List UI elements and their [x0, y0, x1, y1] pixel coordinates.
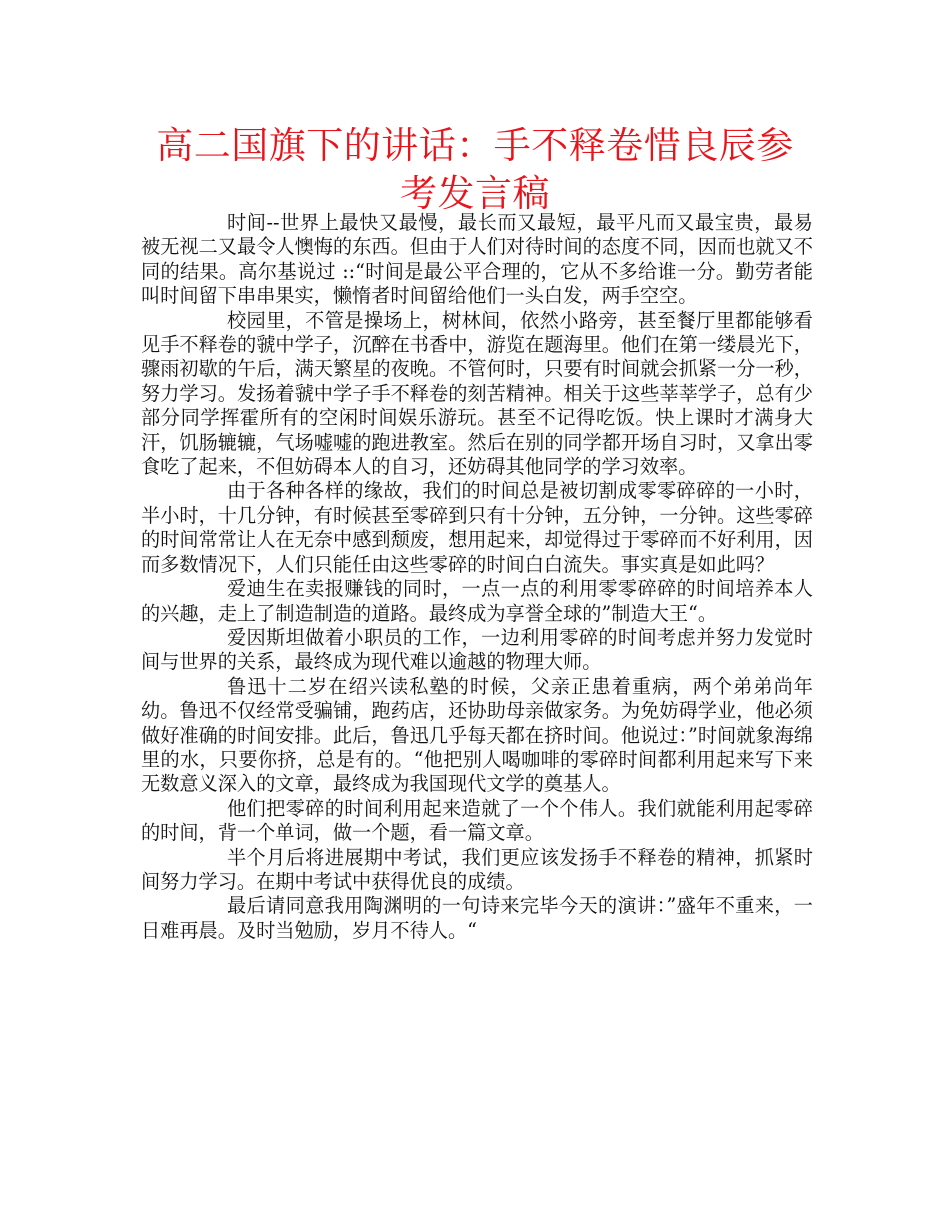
paragraph-9: 最后请同意我用陶渊明的一句诗来完毕今天的演讲：”盛年不重来，一日难再晨。及时当勉励，岁月不待人。“: [141, 894, 813, 942]
paragraph-2: 校园里，不管是操场上，树林间，依然小路旁，甚至餐厅里都能够看见手不释卷的虢中学子，沉醉在书香中，游览在题海里。他们在第一缕晨光下，骤雨初歇的午后，满天繁星的夜晚。不管何时，只要有时间就会抓紧一分一秒，努力学习。发扬着虢中学子手不释卷的刻苦精神。相关于这些莘莘学子，总有少部分同学挥霍所有的空闲时间娱乐游玩。甚至不记得吃饭。快上课时才满身大汗，饥肠辘辘，气场嘘嘘的跑进教室。然后在别的同学都开场自习时，又拿出零食吃了起来，不但妨碍本人的自习，还妨碍其他同学的学习效率。: [141, 308, 813, 479]
paragraph-7: 他们把零碎的时间利用起来造就了一个个伟人。我们就能利用起零碎的时间，背一个单词，做一个题，看一篇文章。: [141, 796, 813, 845]
paragraph-3: 由于各种各样的缘故，我们的时间总是被切割成零零碎碎的一小时，半小时，十几分钟，有时候甚至零碎到只有十分钟，五分钟，一分钟。这些零碎的时间常常让人在无奈中感到颓废，想用起来，却觉得过于零碎而不好利用，因而多数情况下，人们只能任由这些零碎的时间白白流失。事实真是如此吗？: [141, 479, 813, 576]
paragraph-1: 时间--世界上最快又最慢，最长而又最短，最平凡而又最宝贵，最易被无视二又最令人懊悔的东西。但由于人们对待时间的态度不同，因而也就又不同的结果。高尔基说过 ::“时间是最公平合理的，它从不多给谁一分。勤劳者能叫时间留下串串果实，懒惰者时间留给他们一头白发，两手空空。: [141, 211, 813, 308]
document-body: [141, 211, 813, 943]
paragraph-8: 半个月后将进展期中考试，我们更应该发扬手不释卷的精神，抓紧时间努力学习。在期中考试中获得优良的成绩。: [141, 845, 813, 893]
document-title: 高二国旗下的讲话：手不释卷惜良辰参考发言稿: [156, 124, 794, 215]
paragraph-4: 爱迪生在卖报赚钱的同时，一点一点的利用零零碎碎的时间培养本人的兴趣，走上了制造制造的道路。最终成为享誉全球的”制造大王“。: [141, 577, 813, 625]
paragraph-5: 爱因斯坦做着小职员的工作，一边利用零碎的时间考虑并努力发觉时间与世界的关系，最终成为现代难以逾越的物理大师。: [141, 625, 813, 674]
paragraph-6: 鲁迅十二岁在绍兴读私塾的时候，父亲正患着重病，两个弟弟尚年幼。鲁迅不仅经常受骗铺，跑药店，还协助母亲做家务。为免妨碍学业，他必须做好准确的时间安排。此后，鲁迅几乎每天都在挤时间。他说过：”时间就象海绵里的水，只要你挤，总是有的。“他把别人喝咖啡的零碎时间都利用起来写下来无数意义深入的文章，最终成为我国现代文学的奠基人。: [141, 674, 813, 796]
